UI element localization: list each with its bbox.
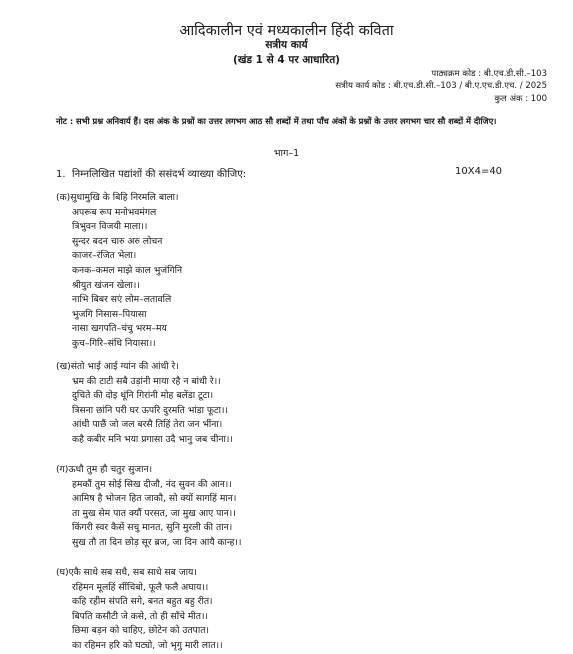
passage-ga (56, 463, 242, 551)
passage-line: (घ)एकै साधे सब सधै, सब साधे सब जाय। (56, 567, 197, 578)
passage-line: भ्रम की टाटी सबै उड़ांनी माया रहै न बांधी रे।। (72, 375, 221, 387)
passage-line: नाभि बिबर सएं लोम–लतावलि (72, 294, 172, 306)
part-label: भाग–1 (273, 148, 300, 159)
passage-line: कहि रहीम संपति सगे, बनत बहुत बहु रीत। (72, 596, 213, 608)
passage-line: का रहिमन हरि को घट्यो, जो भृगु मारी लात।। (72, 639, 223, 651)
passage-gha (56, 566, 223, 654)
course-code: पाठ्यक्रम कोड : बी.एच.डी.सी.–103 (431, 69, 547, 79)
passage-line: बिपति कसौटी जे कसे, तो ही साँचे मीत।। (72, 610, 208, 622)
passage-line: (ग)ऊधौ तुम हौ चतुर सुजान। (56, 464, 153, 475)
passage-line: सुख तौ ता दिन छोड़ सूर ब्रज, जा दिन आयै कान्ह।। (72, 536, 242, 548)
passage-line: कहै कबीर मनि भया प्रगासा उदै भानु जब चीना।। (72, 433, 233, 445)
passage-line: (ख)संतो भाई आई ग्यांन की आंधी रे। (56, 361, 179, 372)
passage-line: आंधी पाछैं जो जल बरसै तिहिं तेरा जन भींना। (72, 419, 223, 431)
passage-line: सुन्दर बदन चारु अरु लोचन (72, 235, 163, 247)
assignment-code: सत्रीय कार्य कोड : बी.एच.डी.सी.–103 / बी.ए.एच.डी.एच. / 2025 (335, 81, 547, 91)
passage-label: (ख) (56, 361, 71, 372)
document-subtitle: सत्रीय कार्य (265, 39, 308, 51)
passage-line: आमिष है भोजन हित जाकौ, सो क्यों सागहिं मान। (72, 493, 237, 505)
passage-line: श्रीयुत खंजन खेला।। (72, 279, 140, 291)
question-heading (56, 166, 246, 180)
passage-line: रहिमन मूलहिं सींचिबो, फूलै फलै अघाय।। (72, 581, 209, 593)
passage-kha (56, 360, 233, 448)
passage-line: हमकौं तुम सोई सिख दीजौ, नंद सुवन की आन।। (72, 478, 232, 490)
passage-line: अपरूब रूप मनोभवमंगल (72, 206, 157, 218)
document-title: आदिकालीन एवं मध्यकालीन हिंदी कविता (179, 23, 394, 39)
passage-line: नासा खगपति–चंचु भरम–मय (72, 323, 167, 335)
document-scope: (खंड 1 से 4 पर आधारित) (233, 54, 340, 66)
passage-line: (क)सुधामुखि के बिहि निरमलि बाला। (56, 192, 179, 203)
passage-line: भुजगि निसास–पियासा (72, 308, 147, 320)
passage-line: कनक–कमल माझे काल भुजंगिनि (72, 264, 183, 276)
passage-line: ता मुख सेम पात क्यौं परसत, जा मुख आए पान।। (72, 507, 236, 519)
passage-line: त्रिभुवन विजयी माला।। (72, 221, 148, 233)
total-marks: कुल अंक : 100 (494, 94, 547, 104)
passage-line: किंगरी स्वर कैसें सचु मानत, सुनि मुरली की तान। (72, 522, 233, 534)
passage-line: छिमा बड़न को चाहिए, छोटेन को उतपात। (72, 625, 209, 637)
passage-line: काजर–रंजित भेला। (72, 250, 137, 262)
passage-line: दुचिते की दोइ थूंनि गिरांनी मोह बलेंडा टूटा। (72, 390, 214, 402)
instructions-note: नोट : सभी प्रश्न अनिवार्य हैं। दस अंक के प्रश्नों का उत्तर लगभग आठ सौ शब्दों में तथा पाँच अंकों के प्रश्नों के उत्तर लगभग चार सौ शब्दों में दीजिए। (56, 116, 497, 126)
passage-line: त्रिसना छांनि परी घर ऊपरि दुरमति भांडा फूटा।। (72, 404, 228, 416)
passage-line: कुच–गिरि–संधि नियासा।। (72, 337, 156, 349)
passage-ka (56, 191, 182, 352)
question-number: 1. (56, 169, 66, 180)
passage-label: (क) (56, 192, 71, 203)
question-marks: 10X4=40 (455, 166, 503, 177)
question-text: निम्नलिखित पद्यांशों की ससंदर्भ व्याख्या कीजिए: (72, 169, 247, 180)
passage-label: (ग) (56, 464, 69, 475)
passage-label: (घ) (56, 567, 69, 578)
